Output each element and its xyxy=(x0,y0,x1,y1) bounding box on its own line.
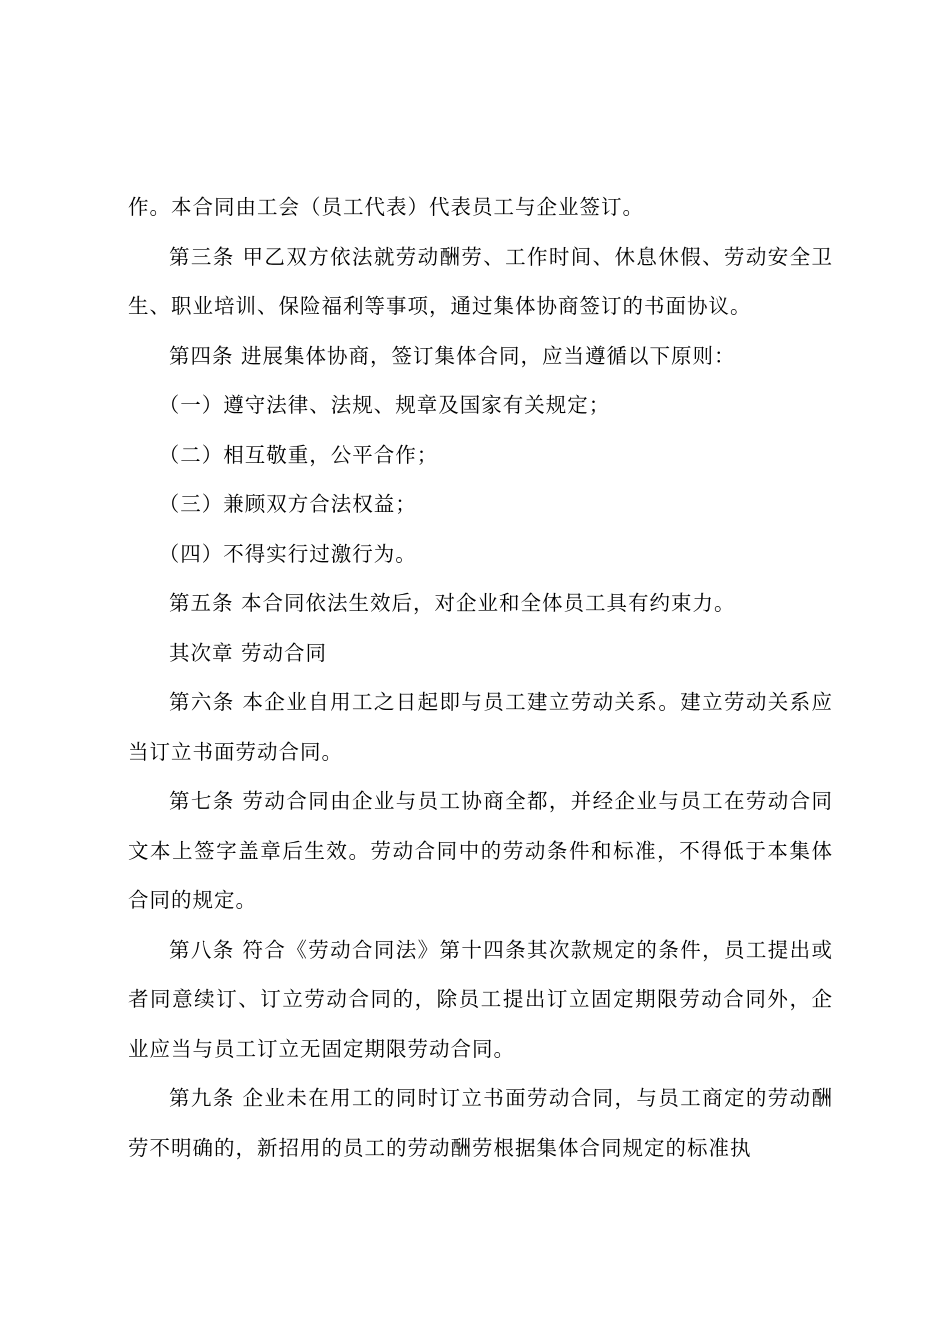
paragraph-article-8: 第八条 符合《劳动合同法》第十四条其次款规定的条件，员工提出或者同意续订、订立劳动合同的，除员工提出订立固定期限劳动合同外，企业应当与员工订立无固定期限劳动合同。 xyxy=(128,937,833,1061)
list-item-principle-3: （三）兼顾双方合法权益； xyxy=(158,492,417,516)
list-item-principle-4: （四）不得实行过激行为。 xyxy=(158,541,417,566)
paragraph-article-7: 第七条 劳动合同由企业与员工协商全都，并经企业与员工在劳动合同文本上签字盖章后生效。劳动合同中的劳动条件和标准，不得低于本集体合同的规定。 xyxy=(128,789,833,912)
paragraph-article-3: 第三条 甲乙双方依法就劳动酬劳、工作时间、休息休假、劳动安全卫生、职业培训、保险福利等事项，通过集体协商签订的书面协议。 xyxy=(128,244,833,318)
list-item-principle-2: （二）相互敬重，公平合作； xyxy=(158,442,439,467)
paragraph-article-6: 第六条 本企业自用工之日起即与员工建立劳动关系。建立劳动关系应当订立书面劳动合同。 xyxy=(128,690,833,764)
paragraph-article-9: 第九条 企业未在用工的同时订立书面劳动合同，与员工商定的劳动酬劳不明确的，新招用的员工的劳动酬劳根据集体合同规定的标准执 xyxy=(128,1086,833,1160)
list-item-principle-1: （一）遵守法律、法规、规章及国家有关规定； xyxy=(158,393,611,417)
paragraph-article-5: 第五条 本合同依法生效后，对企业和全体员工具有约束力。 xyxy=(169,591,736,615)
chapter-heading: 其次章 劳动合同 xyxy=(169,640,328,665)
paragraph-continuation: 作。本合同由工会（员工代表）代表员工与企业签订。 xyxy=(128,195,644,219)
paragraph-article-4: 第四条 进展集体协商，签订集体合同，应当遵循以下原则： xyxy=(169,343,736,368)
document-body xyxy=(128,183,833,1173)
